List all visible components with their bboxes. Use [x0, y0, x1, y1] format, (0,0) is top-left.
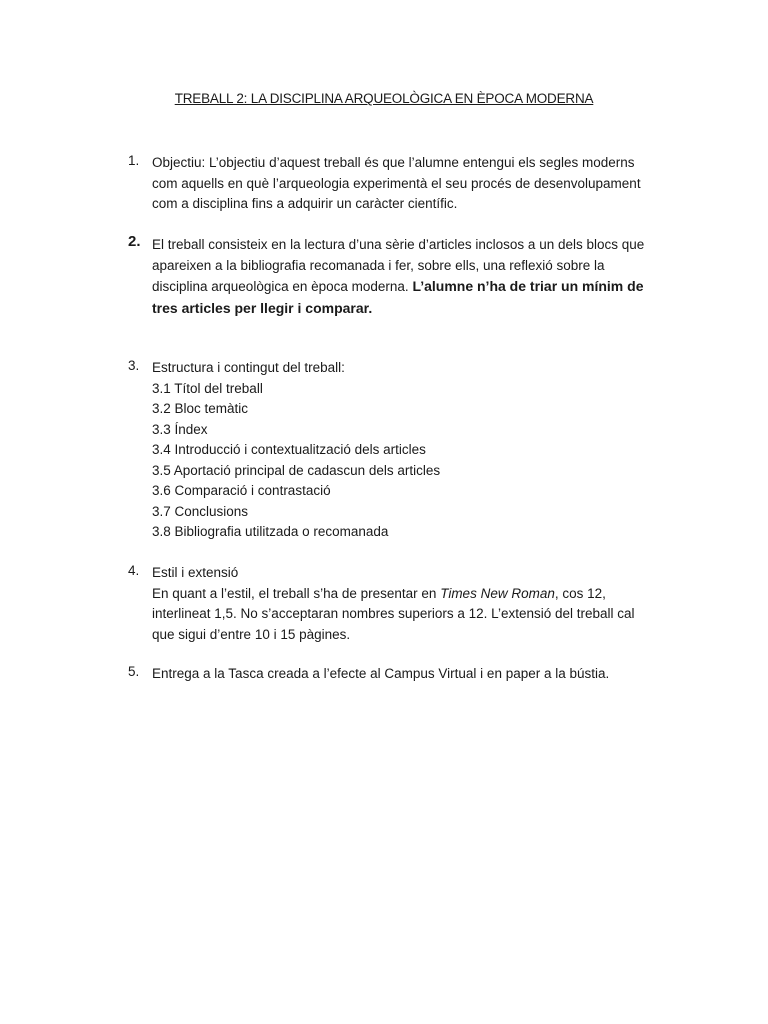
sub-item: 3.4 Introducció i contextualització dels articles [152, 442, 426, 457]
list-item-style [128, 563, 658, 645]
text-line: com aquells en què l’arqueologia experimentà el seu procés de desenvolupament [152, 175, 641, 191]
font-name-text: Times New Roman [440, 585, 555, 601]
emphasis-text: L’alumne n’ha de triar un mínim de [412, 278, 644, 294]
text-line: com a disciplina fins a adquirir un caràcter científic. [152, 196, 458, 211]
list-item-objective [128, 153, 658, 215]
item-text [152, 563, 658, 645]
list-item-structure [128, 358, 658, 543]
list-item-reading [128, 235, 658, 318]
item-text [152, 664, 658, 685]
item-text [152, 235, 658, 318]
item-number: 4. [128, 563, 140, 578]
text-line: apareixen a la bibliografia recomanada i fer, sobre ells, una reflexió sobre la [152, 257, 605, 273]
emphasis-text: tres articles per llegir i comparar. [152, 299, 373, 316]
sub-item: 3.8 Bibliografia utilitzada o recomanada [152, 524, 389, 539]
text-line [152, 276, 658, 298]
sub-item: 3.7 Conclusions [152, 503, 249, 519]
sub-item: 3.1 Títol del treball [152, 380, 263, 396]
list-item-delivery [128, 664, 658, 685]
text-line: Objectiu: L’objectiu d’aquest treball és que l’alumne entengui els segles moderns [152, 155, 635, 170]
sub-item: 3.3 Índex [152, 421, 208, 437]
text-line [152, 584, 658, 605]
text-line: que sigui d’entre 10 i 15 pàgines. [152, 626, 351, 642]
item-text [152, 358, 658, 543]
text-segment: En quant a l’estil, el treball s’ha de presentar en [152, 585, 441, 601]
item-heading: Estil i extensió [152, 565, 239, 580]
item-heading: Estructura i contingut del treball: [152, 360, 345, 375]
sub-item: 3.5 Aportació principal de cadascun dels articles [152, 462, 441, 478]
text-line: Entrega a la Tasca creada a l’efecte al Campus Virtual i en paper a la bústia. [152, 666, 610, 681]
item-number: 1. [128, 153, 140, 168]
sub-item: 3.2 Bloc temàtic [152, 401, 249, 416]
item-number: 3. [128, 358, 140, 373]
item-number: 5. [128, 664, 140, 679]
sub-item: 3.6 Comparació i contrastació [152, 483, 331, 498]
text-segment: , cos 12, [554, 585, 606, 601]
item-number: 2. [128, 233, 141, 250]
text-segment: disciplina arqueològica en època moderna. [152, 279, 413, 294]
text-line: El treball consisteix en la lectura d’una sèrie d’articles inclosos a un dels blocs que [152, 237, 645, 252]
item-text [152, 153, 658, 215]
document-title: TREBALL 2: LA DISCIPLINA ARQUEOLÒGICA EN ÈPOCA MODERNA [174, 91, 594, 106]
text-line: interlineat 1,5. No s’acceptaran nombres superiors a 12. L’extensió del treball cal [152, 606, 635, 621]
